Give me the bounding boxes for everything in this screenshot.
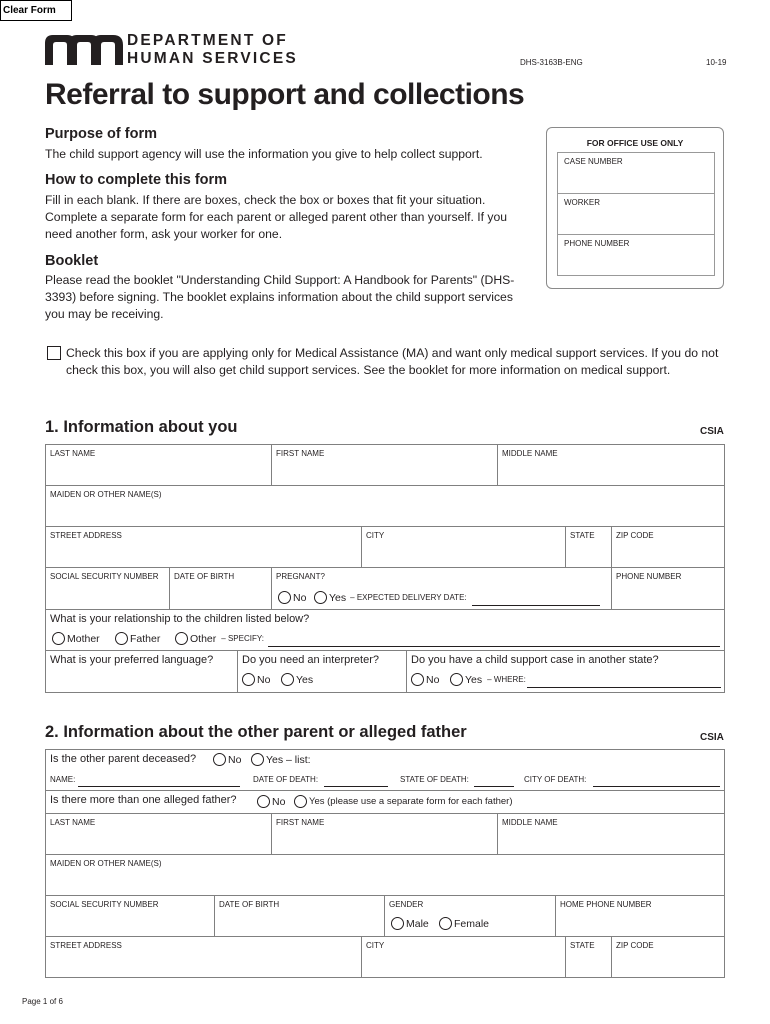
other-state-yes-option[interactable]: Yes – WHERE: [450,673,526,686]
multiple-no-radio[interactable] [257,795,270,808]
ma-only-row [45,345,725,379]
other-deceased-cell: Is the other parent deceased? No Yes – list: NAME: DATE OF DEATH: STATE OF DEATH: CITY OF DEATH: [45,749,725,791]
you-dob-field[interactable]: DATE OF BIRTH [169,567,272,610]
deceased-yes-radio[interactable] [251,753,264,766]
you-language-field[interactable]: What is your preferred language? [45,650,238,693]
booklet-heading: Booklet [45,253,99,269]
purpose-text: The child support agency will use the information you give to help collect support. [45,147,483,161]
other-radio[interactable] [175,632,188,645]
deceased-name-line[interactable] [78,786,240,787]
section1-csia: CSIA [700,426,724,437]
relationship-other-option[interactable]: Other – SPECIFY: [175,632,264,645]
other-zip-field[interactable]: ZIP CODE [611,936,725,978]
purpose-heading: Purpose of form [45,126,157,142]
other-street-field[interactable]: STREET ADDRESS [45,936,362,978]
you-other-state-cell: Do you have a child support case in another state? No Yes – WHERE: [406,650,725,693]
female-radio[interactable] [439,917,452,930]
pregnant-no-option[interactable]: No [278,591,306,604]
state-of-death-line[interactable] [474,786,514,787]
ma-only-text: Check this box if you are applying only for Medical Assistance (MA) and want only medical support services. If you do not check this box, you will also get child support services. See the booklet for more information on medical support. [66,346,719,377]
interpreter-no-option[interactable]: No [242,673,270,686]
interpreter-yes-option[interactable]: Yes [281,673,313,686]
relationship-mother-option[interactable]: Mother [52,632,100,645]
city-of-death-label: CITY OF DEATH: [524,775,587,784]
other-dob-field[interactable]: DATE OF BIRTH [214,895,385,937]
interpreter-no-radio[interactable] [242,673,255,686]
deceased-name-label: NAME: [50,775,76,784]
you-interpreter-cell: Do you need an interpreter? No Yes [237,650,407,693]
you-street-field[interactable]: STREET ADDRESS [45,526,362,568]
other-state-no-option[interactable]: No [411,673,439,686]
section2-csia: CSIA [700,732,724,743]
multiple-yes-option[interactable]: Yes (please use a separate form for each father) [294,795,513,808]
you-last-name-field[interactable]: LAST NAME [45,444,272,486]
deceased-no-option[interactable]: No [213,753,241,766]
you-relationship-cell: What is your relationship to the children listed below? Mother Father Other – SPECIFY: [45,609,725,651]
you-maiden-name-field[interactable]: MAIDEN OR OTHER NAME(S) [45,485,725,527]
multiple-no-option[interactable]: No [257,795,285,808]
you-pregnant-cell: PREGNANT? No Yes – EXPECTED DELIVERY DATE: [271,567,612,610]
other-ssn-field[interactable]: SOCIAL SECURITY NUMBER [45,895,215,937]
deceased-no-radio[interactable] [213,753,226,766]
you-middle-name-field[interactable]: MIDDLE NAME [497,444,725,486]
pregnant-yes-radio[interactable] [314,591,327,604]
city-of-death-line[interactable] [593,786,720,787]
ma-only-checkbox[interactable] [47,346,61,360]
page-number: Page 1 of 6 [22,997,63,1006]
gender-female-option[interactable]: Female [439,917,489,930]
page-title: Referral to support and collections [45,78,525,111]
you-city-field[interactable]: CITY [361,526,566,568]
booklet-text: Please read the booklet "Understanding Child Support: A Handbook for Parents" (DHS-3393) before signing. The booklet explains information about the child support services you may be receiving. [45,273,515,321]
other-state-field[interactable]: STATE [565,936,612,978]
interpreter-yes-radio[interactable] [281,673,294,686]
other-last-name-field[interactable]: LAST NAME [45,813,272,855]
date-of-death-line[interactable] [324,786,388,787]
other-gender-cell: GENDER Male Female [384,895,556,937]
male-radio[interactable] [391,917,404,930]
gender-male-option[interactable]: Male [391,917,429,930]
other-home-phone-field[interactable]: HOME PHONE NUMBER [555,895,725,937]
section1-heading: 1. Information about you [45,418,238,436]
agency-name: DEPARTMENT OF HUMAN SERVICES [127,32,298,67]
mn-logo-icon [45,35,123,65]
multiple-fathers-cell: Is there more than one alleged father? No Yes (please use a separate form for each father) [45,790,725,814]
you-state-field[interactable]: STATE [565,526,612,568]
other-state-no-radio[interactable] [411,673,424,686]
deceased-yes-option[interactable]: Yes – list: [251,753,311,766]
document-code: DHS-3163B-ENG [520,58,583,67]
specify-line[interactable] [268,646,720,647]
other-first-name-field[interactable]: FIRST NAME [271,813,498,855]
other-city-field[interactable]: CITY [361,936,566,978]
father-radio[interactable] [115,632,128,645]
relationship-father-option[interactable]: Father [115,632,160,645]
case-number-field[interactable]: CASE NUMBER [557,152,715,194]
pregnant-no-radio[interactable] [278,591,291,604]
you-phone-field[interactable]: PHONE NUMBER [611,567,725,610]
office-use-box [546,127,724,289]
how-to-text: Fill in each blank. If there are boxes, check the box or boxes that fit your situation. Complete a separate form for each parent or alleged parent other than yourself. If you need another form, ask your worker for one. [45,193,508,241]
other-state-yes-radio[interactable] [450,673,463,686]
you-first-name-field[interactable]: FIRST NAME [271,444,498,486]
expected-date-line[interactable] [472,605,600,606]
pregnant-yes-option[interactable]: Yes – EXPECTED DELIVERY DATE: [314,591,467,604]
state-of-death-label: STATE OF DEATH: [400,775,469,784]
mother-radio[interactable] [52,632,65,645]
office-use-title: FOR OFFICE USE ONLY [586,138,684,148]
you-zip-field[interactable]: ZIP CODE [611,526,725,568]
worker-field[interactable]: WORKER [557,193,715,235]
section2-heading: 2. Information about the other parent or alleged father [45,723,467,741]
document-revision: 10-19 [706,58,727,67]
other-maiden-name-field[interactable]: MAIDEN OR OTHER NAME(S) [45,854,725,896]
clear-form-button[interactable]: Clear Form [0,0,72,21]
where-line[interactable] [527,687,721,688]
other-middle-name-field[interactable]: MIDDLE NAME [497,813,725,855]
how-to-heading: How to complete this form [45,172,228,188]
you-ssn-field[interactable]: SOCIAL SECURITY NUMBER [45,567,170,610]
date-of-death-label: DATE OF DEATH: [253,775,319,784]
multiple-yes-radio[interactable] [294,795,307,808]
office-phone-field[interactable]: PHONE NUMBER [557,234,715,276]
